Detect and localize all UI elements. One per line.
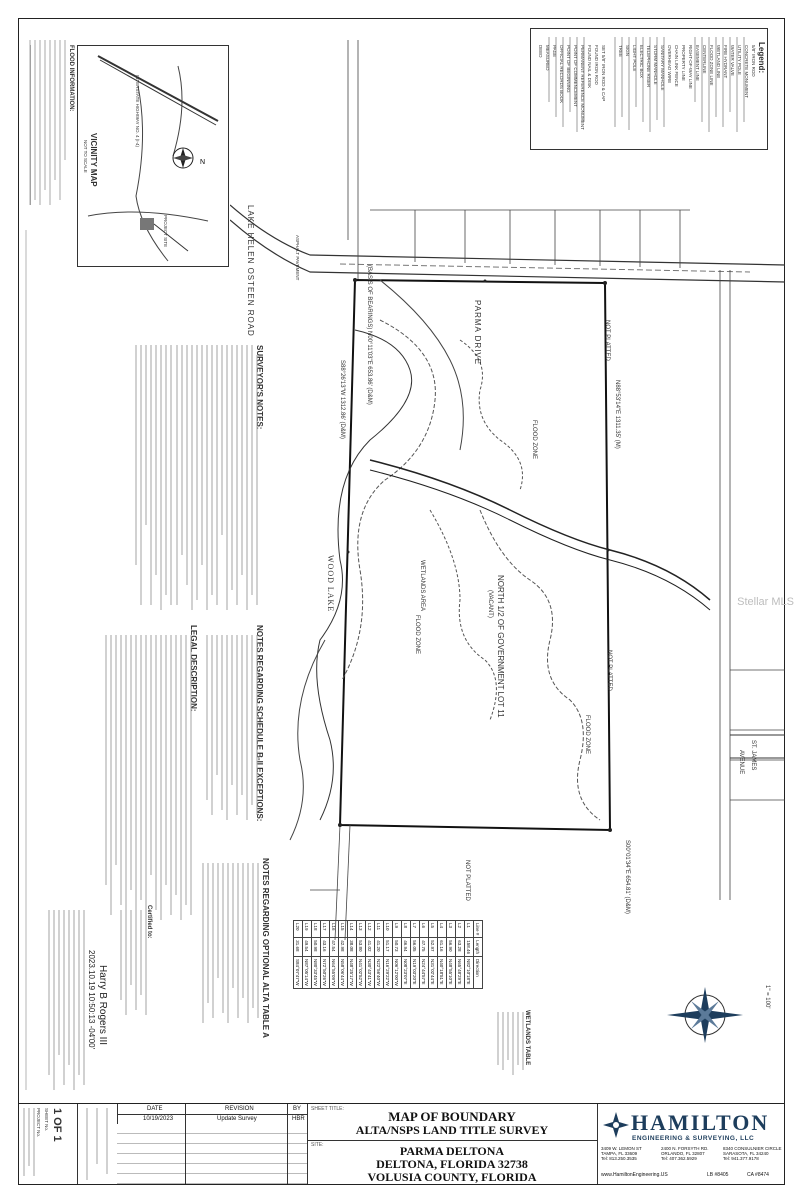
asphalt-label: ASPHALT PAVEMENT [295,235,300,281]
scale-note: 1" = 100' [764,985,770,1009]
line-table-cell: L4 [438,921,447,938]
map-title-2: ALTA/NSPS LAND TITLE SURVEY [355,1123,549,1137]
st-james-label: ST. JAMES [750,740,756,771]
line-table-cell: N65°48'29"E [456,957,465,989]
highway-line [98,56,218,121]
north-arrow-compass-icon [660,975,750,1055]
legend-item-11: PROPERTY LINE [681,45,686,81]
project-no-label: PROJECT No. [36,1108,41,1138]
line-table-row [384,921,393,989]
line-table-cell: 52.97 [429,938,438,957]
survey-drawing [230,40,785,1070]
legend-item-25: POINT OF COMMENCEMENT [573,45,578,107]
not-platted-label-1: NOT PLATTED [604,320,610,361]
line-table-cell: 47.54 [330,938,339,957]
site-leader [154,224,188,251]
line-table-row [321,921,330,989]
legend-item-28: PAGE [552,45,557,58]
legal-description-text [100,625,195,925]
legend-item-22: FOUND IRON ROD [594,45,599,85]
company-logo-icon [603,1112,629,1138]
title-divider [307,1140,597,1141]
line-table-row [357,921,366,989]
line-table-cell: N87°05'14"W [303,957,312,989]
line-table-cell: N24°44'57"E [420,957,429,989]
line-table-cell: 43.16 [321,938,330,957]
table-a-title: NOTES REGARDING OPTIONAL ALTA TABLE A [261,858,270,1038]
line-table-cell: L3 [447,921,456,938]
wetlands-table-text [495,1010,527,1080]
line-table-row [420,921,429,989]
line-table-row [393,921,402,989]
legend-item-4: WATER VALVE [730,45,735,76]
line-table-cell: L19 [303,921,312,938]
license-ca: CA #8474 [747,1172,769,1178]
line-table-cell: N82°10'18"E [465,957,474,989]
sheet-info-lines [21,1106,35,1182]
line-table-cell: N72°50'26"W [321,957,330,989]
sheet-number: 1 OF 1 [51,1108,63,1142]
line-table-row [294,921,303,989]
bearing-label-north: (BASIS OF BEARINGS) N00°11'03"E 653.86' (D&M) [366,265,372,405]
vicinity-label-highway: INTERSTATE HIGHWAY NO. 4 (I-4) [135,75,140,148]
line-table-cell: N48°25'17"W [348,957,357,989]
east-lot-lines [720,270,785,900]
line-table-cell: 31.68 [294,938,303,957]
line-table-cell: 56.05 [411,938,420,957]
rev-date-header: DATE [147,1106,163,1112]
signature-name: Harry B Rogers III [97,965,108,1046]
project-city: DELTONA, FLORIDA 32738 [376,1157,528,1171]
wood-lake-label: WOOD LAKE [326,555,335,613]
certified-to-text [110,905,150,1025]
flood-info-lines [28,40,73,210]
line-table-cell: 41.02 [366,938,375,957]
line-table-cell: N41°02'52"W [357,957,366,989]
line-table-row [456,921,465,989]
legend-title: Legend: [757,42,766,74]
stamp-lines [77,1104,117,1184]
vacant-label: (VACANT) [487,590,493,618]
line-table-cell: 47.75 [420,938,429,957]
line-table-row [438,921,447,989]
right-bearing-label: N88°53'14"E 1311.35' (M) [614,380,620,449]
certified-to-title: Certified to: [146,905,152,939]
line-table-cell: 56.90 [447,938,456,957]
office-tampa: 3409 W. LEMON ST TAMPA, FL 33609 Tel: 813.250.3535 [601,1146,642,1161]
line-table [293,920,483,989]
line-table-cell: 46.94 [402,938,411,957]
line-table-row [465,921,474,989]
table-a-text [200,858,262,1028]
revision-blank-rows [117,1124,307,1184]
road-label-lake-helen: LAKE HELEN OSTEEN ROAD [246,205,255,337]
legend-item-18: LIGHT POLE [632,45,637,72]
line-table-cell: N16°29'22"W [384,957,393,989]
rev-revision-header: REVISION [225,1106,254,1112]
legend-item-9: EASEMENT LINE [695,45,700,81]
line-table-row [429,921,438,989]
office-sarasota: 8340 CONSULNIER CIRCLE SARASOTA, FL 34240 Tel: 941.377.9178 [723,1146,782,1161]
legend-item-30: DEED [538,45,543,58]
line-table-cell: 158.46 [465,938,474,957]
line-table-row [411,921,420,989]
bottom-bearing-label: S00°01'34"E 654.81' (D&M) [624,840,630,914]
wetlands-table-title: WETLANDS TABLE [524,1010,530,1066]
legend-item-16: TELEPHONE RISER [646,45,651,88]
stamp-cell [77,1104,118,1184]
road-path-2 [173,66,182,156]
project-site-marker [140,218,154,230]
line-table-cell: 49.54 [303,938,312,957]
legend-item-23: FOUND NAIL & DISK [587,45,592,89]
legend-item-26: POINT OF BEGINNING [566,45,571,93]
line-table-row [375,921,384,989]
office-orlando: 2400 N. FORSYTH RD. ORLANDO, FL 32807 Tel: 407.362.5929 [661,1146,709,1161]
legend-item-12: CHAIN LINK FENCE [674,45,679,87]
line-table-cell: L7 [411,921,420,938]
license-lb: LB #8405 [707,1172,729,1178]
rev-by: HBR [292,1116,305,1122]
line-table-cell: L14 [348,921,357,938]
line-table-cell: N80°33'45"W [312,957,321,989]
legend-item-24: PERMANENT REFERENCE MONUMENT [580,45,585,130]
line-table-row [339,921,348,989]
north-label: N [200,159,206,166]
legend-item-14: SANITARY MANHOLE [660,45,665,91]
line-table-cell: L10 [384,921,393,938]
road-centerline [340,264,750,272]
line-table-row [348,921,357,989]
legend-item-17: ELECTRIC BOX [639,45,644,79]
line-table-cell: 61.16 [438,938,447,957]
revisions-cell [117,1104,308,1184]
line-table-header: Direction [474,957,483,989]
flood-zone-line-west [342,320,435,680]
parma-drive-edge [380,280,463,450]
line-table-row [303,921,312,989]
line-table-row [402,921,411,989]
not-platted-label-2: NOT PLATTED [606,650,612,691]
rev-date: 10/19/2023 [143,1116,174,1122]
line-table-header: Line # [474,921,483,938]
line-table-cell: L11 [375,921,384,938]
line-table-row [447,921,456,989]
mid-bearing-label: S88°26'13"W 1312.86' (D&M) [339,360,345,439]
project-county: VOLUSIA COUNTY, FLORIDA [367,1170,537,1184]
line-table-cell: 50.98 [312,938,321,957]
line-table-cell: 42.98 [339,938,348,957]
line-table-cell: L15 [339,921,348,938]
vicinity-map-scale: NOT TO SCALE [83,140,88,173]
seal-text [40,905,88,1095]
line-table-cell: S84°07'47"W [294,957,303,989]
line-table-cell: 38.08 [348,938,357,957]
sheet-info-cell [19,1104,78,1184]
legend-item-2: CONCRETE MONUMENT [744,45,749,98]
vicinity-label-project: PROJECT SITE [163,215,168,248]
line-table-cell: 41.20 [375,938,384,957]
line-table-cell: N58°06'44"W [339,957,348,989]
avenue-label: AVENUE [738,750,744,775]
legend-item-29: MEASURED [545,45,550,71]
legend-item-1: 5/8" IRON ROD [751,45,756,77]
line-table-cell: L16 [330,921,339,938]
line-table-cell: L17 [321,921,330,938]
legend-item-8: CENTERLINE [702,45,707,74]
north-arrow-icon [173,148,193,168]
title-block [18,1103,785,1185]
rev-by-header: BY [293,1106,302,1112]
company-name: HAMILTON [631,1110,770,1135]
line-table-row [312,921,321,989]
surveyor-notes-text-2 [135,335,175,615]
site-label: SITE: [311,1142,324,1148]
line-table-body [294,921,474,989]
not-platted-label-3: NOT PLATTED [464,860,470,901]
line-table-row [330,921,339,989]
flood-zone-label-3: FLOOD ZONE [584,715,590,755]
line-table-cell: L13 [357,921,366,938]
schedule-notes-text [205,625,261,825]
line-table-header: Length [474,938,483,957]
title-cell [307,1104,598,1184]
legend-item-27: OFFICIAL RECORDS BOOK [559,45,564,104]
legend-item-20: TREE [618,45,623,58]
legend-item-19: SIGN [625,45,630,57]
line-table-cell: 53.80 [357,938,366,957]
vicinity-map-drawing [78,46,228,266]
sheet-no-label: SHEET No. [44,1108,49,1132]
sheet-title-label: SHEET TITLE: [311,1106,344,1112]
map-title-1: MAP OF BOUNDARY [388,1109,516,1124]
line-table-cell: N30°43'41"W [366,957,375,989]
left-margin-note [22,230,30,1100]
legend-item-21: SET 5/8" IRON ROD & CAP [601,45,606,102]
rev-col-divider-2 [287,1104,288,1184]
rev-description: Update Survey [217,1116,257,1122]
line-table-cell: L8 [402,921,411,938]
wood-lake-edge [290,640,325,840]
wetlands-label: WETLANDS AREA [419,560,425,612]
legend-item-10: RIGHT-OF-WAY LINE [688,45,693,89]
north-half-label: NORTH 1/2 OF GOVERNMENT LOT 11 [496,575,505,718]
company-subtitle: ENGINEERING & SURVEYING, LLC [632,1135,755,1142]
flood-zone-label-2: FLOOD ZONE [414,615,420,655]
surveyor-notes-text [175,335,261,615]
watermark-text: Stellar MLS [737,596,794,608]
line-table-cell: N22°56'40"W [375,957,384,989]
line-table-cell: L20 [294,921,303,938]
legend-item-7: FLOOD ZONE LINE [709,45,714,86]
legend-item-13: OVERHEAD WIRE [667,45,672,84]
vicinity-map [77,45,229,267]
line-table-header-row [474,921,483,989]
line-table-cell: N19°03'20"E [411,957,420,989]
schedule-notes-title: NOTES REGARDING SCHEDULE B-II EXCEPTIONS: [255,625,264,822]
line-table-cell: N31°02'44"E [429,957,438,989]
legend-item-3: UTILITY POLE [737,45,742,75]
line-table-cell: 50.73 [393,938,402,957]
line-table-cell: L6 [420,921,429,938]
surveyor-notes-title: SURVEYOR'S NOTES: [255,345,264,430]
line-table-cell: N48°55'10"E [447,957,456,989]
line-table-cell: N06°12'00"W [393,957,402,989]
legend-item-5: FIRE HYDRANT [723,45,728,79]
project-name: PARMA DELTONA [399,1144,505,1158]
line-table-cell: L12 [366,921,375,938]
line-table-cell: N08°23'07"E [402,957,411,989]
wetland-line-north [460,340,523,490]
line-table-row [366,921,375,989]
vicinity-map-title: VICINITY MAP [89,133,98,187]
line-table-cell: L5 [429,921,438,938]
line-table-cell: L2 [456,921,465,938]
signature-date: 2023.10.19 10:50:13 -04'00' [87,950,96,1050]
line-table-cell: L18 [312,921,321,938]
legal-description-title: LEGAL DESCRIPTION: [189,625,198,712]
line-table-cell: N64°55'09"W [330,957,339,989]
legend-item-6: WETLAND LINE [716,45,721,79]
highway-line-2 [100,60,216,125]
line-table-cell: N40°18'51"E [438,957,447,989]
company-cell [597,1104,784,1184]
legend-item-15: STORM MANHOLE [653,45,658,85]
company-website[interactable]: www.HamiltonEngineering.US [601,1172,668,1178]
parma-drive-label: PARMA DRIVE [473,300,482,366]
rev-col-divider [185,1104,186,1184]
line-table-cell: 51.17 [384,938,393,957]
line-table-cell: L9 [393,921,402,938]
road-edge-1 [230,205,785,265]
line-table-cell: 63.28 [456,938,465,957]
road-edge-2 [230,220,785,282]
line-table-cell: L1 [465,921,474,938]
flood-info-title: FLOOD INFORMATION: [68,45,74,112]
flood-zone-label-1: FLOOD ZONE [531,420,537,460]
